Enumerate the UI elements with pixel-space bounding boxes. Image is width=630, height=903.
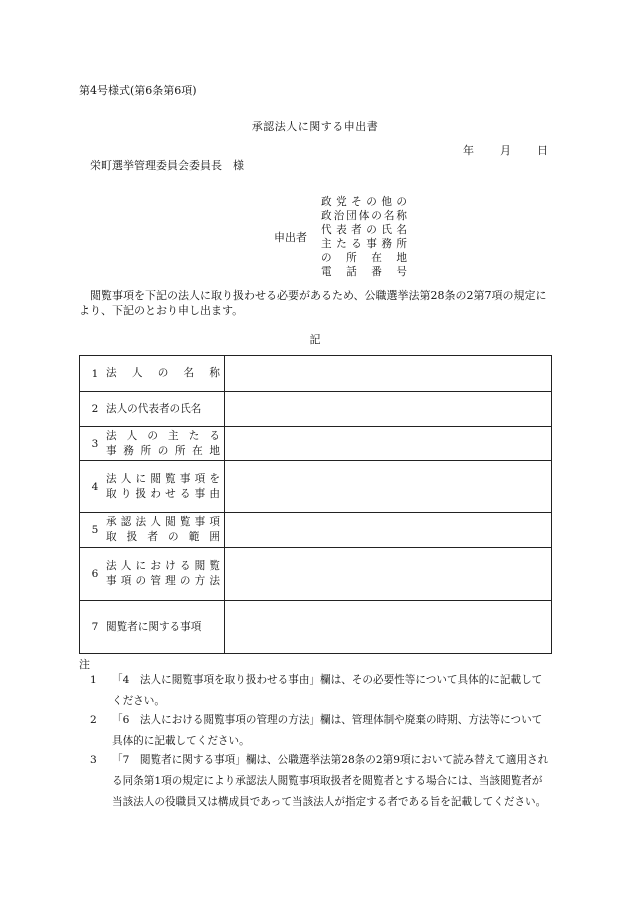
item-field-reason[interactable]	[225, 461, 552, 513]
note-text: 「4 法人に閲覧事項を取り扱わせる事由」欄は、その必要性等について具体的に記載してください。	[112, 674, 543, 707]
item-number: 1	[80, 356, 107, 392]
applicant-line: 代表者の氏名	[321, 224, 407, 236]
items-table	[79, 355, 552, 654]
table-row	[80, 392, 552, 427]
item-label: 法人に閲覧事項を 取り扱わせる事由	[106, 461, 225, 513]
date-year: 年	[463, 144, 474, 157]
applicant-line: 政党その他の	[321, 196, 407, 208]
applicant-line: 政治団体の名称	[321, 210, 407, 222]
item-field-corporation-name[interactable]	[225, 356, 552, 392]
note-number: 1	[90, 674, 97, 686]
table-row	[80, 427, 552, 461]
item-label: 法人の代表者の氏名	[106, 392, 225, 427]
table-row	[80, 513, 552, 548]
form-number: 第4号様式(第6条第6項)	[79, 84, 197, 97]
table-row	[80, 601, 552, 654]
item-label: 法人の主たる 事務所の所在地	[106, 427, 225, 461]
item-label: 閲覧者に関する事項	[106, 601, 225, 654]
date-day: 日	[537, 144, 548, 157]
applicant-line: の所在地	[321, 252, 407, 264]
item-field-representative-name[interactable]	[225, 392, 552, 427]
item-label: 法人の名称	[106, 356, 225, 392]
note-item	[90, 750, 550, 813]
applicant-block	[321, 195, 407, 279]
item-label: 承認法人閲覧事項 取扱者の範囲	[106, 513, 225, 548]
item-field-office-address[interactable]	[225, 427, 552, 461]
item-number: 7	[80, 601, 107, 654]
table-row	[80, 548, 552, 601]
item-number: 6	[80, 548, 107, 601]
table-row	[80, 356, 552, 392]
document-title: 承認法人に関する申出書	[251, 120, 379, 133]
date-line	[463, 142, 548, 158]
note-text: 「6 法人における閲覧事項の管理の方法」欄は、管理体制や廃棄の時期、方法等について具体的に記載してください。	[112, 714, 543, 747]
body-text: 閲覧事項を下記の法人に取り扱わせる必要があるため、公職選挙法第28条の2第7項の規定により、下記のとおり申し出ます。	[79, 289, 547, 317]
item-field-viewer[interactable]	[225, 601, 552, 654]
item-field-management-method[interactable]	[225, 548, 552, 601]
applicant-line: 主たる事務所	[321, 238, 407, 250]
item-number: 2	[80, 392, 107, 427]
date-month: 月	[500, 144, 511, 157]
note-number: 3	[90, 754, 97, 766]
table-row	[80, 461, 552, 513]
note-text: 「7 閲覧者に関する事項」欄は、公職選挙法第28条の2第9項において読み替えて適用される同条第1項の規定により承認法人閲覧事項取扱者を閲覧者とする場合には、当該閲覧者が当該法人の役職員又は構成員であって当該法人が指定する者である旨を記載してください。	[112, 754, 549, 808]
ki-heading: 記	[309, 333, 321, 346]
item-label: 法人における閲覧 事項の管理の方法	[106, 548, 225, 601]
notes-heading: 注	[79, 658, 90, 671]
applicant-line: 電話番号	[321, 266, 407, 278]
item-number: 3	[80, 427, 107, 461]
note-item	[90, 710, 550, 752]
item-number: 5	[80, 513, 107, 548]
item-number: 4	[80, 461, 107, 513]
addressee: 栄町選挙管理委員会委員長 様	[90, 159, 244, 172]
item-field-handler-scope[interactable]	[225, 513, 552, 548]
note-item	[90, 670, 550, 712]
note-number: 2	[90, 714, 97, 726]
applicant-label: 申出者	[274, 231, 307, 244]
